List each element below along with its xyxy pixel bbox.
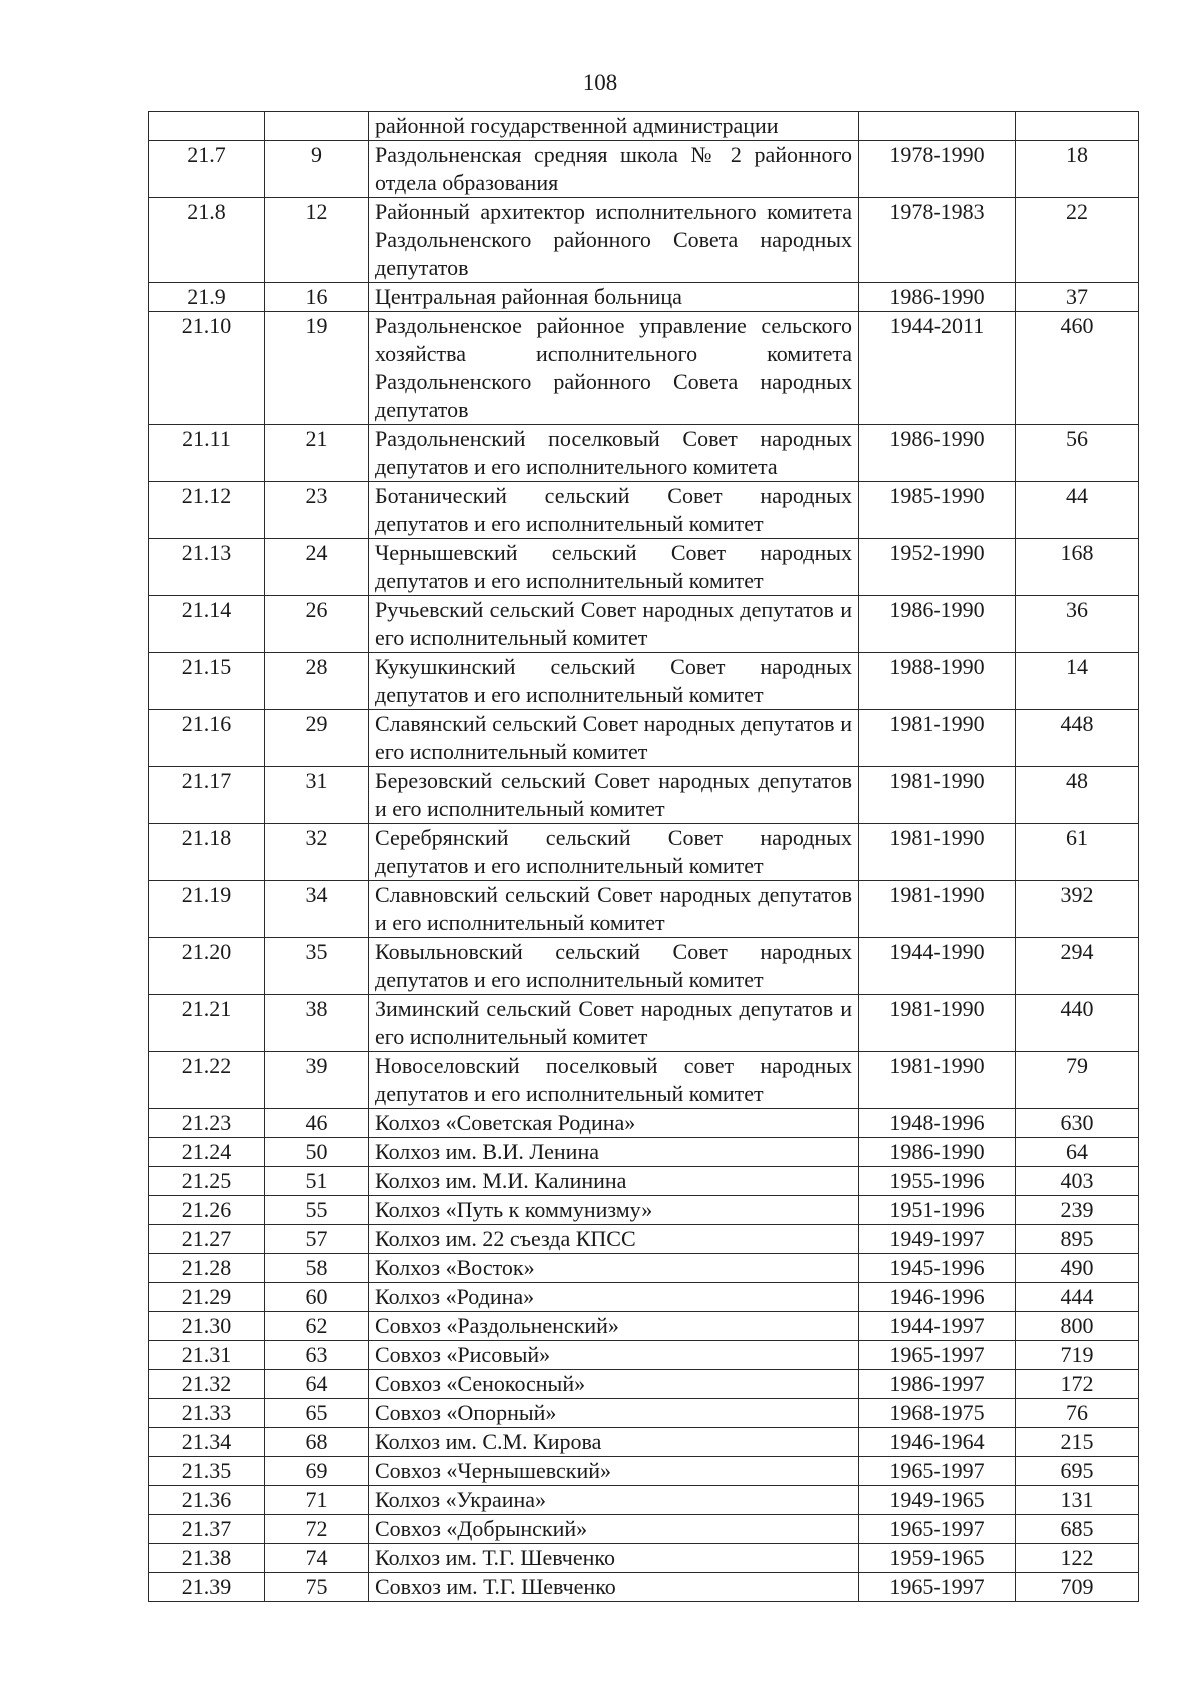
fund-name-cell: Колхоз им. С.М. Кирова <box>369 1428 859 1457</box>
file-count-cell: 695 <box>1016 1457 1139 1486</box>
table-row <box>149 1109 1139 1138</box>
date-range-cell: 1986-1997 <box>859 1370 1016 1399</box>
date-range-cell: 1965-1997 <box>859 1457 1016 1486</box>
file-count-cell: 444 <box>1016 1283 1139 1312</box>
row-number-cell: 21.21 <box>149 995 265 1052</box>
file-count-cell: 448 <box>1016 710 1139 767</box>
file-count-cell: 18 <box>1016 141 1139 198</box>
row-number-cell: 21.16 <box>149 710 265 767</box>
date-range-cell: 1986-1990 <box>859 425 1016 482</box>
table-row <box>149 1225 1139 1254</box>
fund-number-cell: 60 <box>265 1283 369 1312</box>
file-count-cell: 895 <box>1016 1225 1139 1254</box>
table-row <box>149 1486 1139 1515</box>
row-number-cell: 21.23 <box>149 1109 265 1138</box>
row-number-cell: 21.19 <box>149 881 265 938</box>
date-range-cell: 1968-1975 <box>859 1399 1016 1428</box>
fund-name-cell: Раздольненская средняя школа № 2 районного отдела образования <box>369 141 859 198</box>
fund-number-cell: 69 <box>265 1457 369 1486</box>
row-number-cell: 21.27 <box>149 1225 265 1254</box>
table-row <box>149 881 1139 938</box>
fund-number-cell: 23 <box>265 482 369 539</box>
file-count-cell: 56 <box>1016 425 1139 482</box>
row-number-cell: 21.9 <box>149 283 265 312</box>
fund-name-cell: Колхоз «Родина» <box>369 1283 859 1312</box>
row-number-cell: 21.22 <box>149 1052 265 1109</box>
file-count-cell: 61 <box>1016 824 1139 881</box>
row-number-cell: 21.38 <box>149 1544 265 1573</box>
file-count-cell: 37 <box>1016 283 1139 312</box>
file-count-cell: 44 <box>1016 482 1139 539</box>
fund-name-cell: Совхоз «Рисовый» <box>369 1341 859 1370</box>
fund-number-cell: 21 <box>265 425 369 482</box>
date-range-cell: 1986-1990 <box>859 283 1016 312</box>
date-range-cell: 1981-1990 <box>859 995 1016 1052</box>
table-row <box>149 141 1139 198</box>
row-number-cell: 21.12 <box>149 482 265 539</box>
table-row <box>149 1515 1139 1544</box>
table-row <box>149 1283 1139 1312</box>
file-count-cell: 709 <box>1016 1573 1139 1602</box>
table-row <box>149 1428 1139 1457</box>
table-row <box>149 995 1139 1052</box>
fund-name-cell: Раздольненское районное управление сельского хозяйства исполнительного комитета Раздольненского районного Совета народных депутатов <box>369 312 859 425</box>
table-row <box>149 112 1139 141</box>
file-count-cell: 168 <box>1016 539 1139 596</box>
date-range-cell: 1945-1996 <box>859 1254 1016 1283</box>
date-range-cell: 1955-1996 <box>859 1167 1016 1196</box>
fund-name-cell: Новоселовский поселковый совет народных депутатов и его исполнительный комитет <box>369 1052 859 1109</box>
row-number-cell: 21.36 <box>149 1486 265 1515</box>
table-row <box>149 1544 1139 1573</box>
file-count-cell: 64 <box>1016 1138 1139 1167</box>
table-row <box>149 938 1139 995</box>
row-number-cell: 21.10 <box>149 312 265 425</box>
fund-name-cell: Колхоз «Восток» <box>369 1254 859 1283</box>
fund-number-cell: 34 <box>265 881 369 938</box>
fund-name-cell: Районный архитектор исполнительного комитета Раздольненского районного Совета народных депутатов <box>369 198 859 283</box>
date-range-cell: 1951-1996 <box>859 1196 1016 1225</box>
fund-number-cell: 32 <box>265 824 369 881</box>
fund-number-cell: 62 <box>265 1312 369 1341</box>
date-range-cell: 1949-1997 <box>859 1225 1016 1254</box>
file-count-cell: 403 <box>1016 1167 1139 1196</box>
fund-name-cell: Совхоз «Чернышевский» <box>369 1457 859 1486</box>
fund-name-cell: Колхоз «Украина» <box>369 1486 859 1515</box>
row-number-cell: 21.28 <box>149 1254 265 1283</box>
file-count-cell: 48 <box>1016 767 1139 824</box>
table-row <box>149 596 1139 653</box>
row-number-cell: 21.31 <box>149 1341 265 1370</box>
date-range-cell: 1965-1997 <box>859 1341 1016 1370</box>
date-range-cell: 1959-1965 <box>859 1544 1016 1573</box>
row-number-cell: 21.32 <box>149 1370 265 1399</box>
fund-number-cell: 26 <box>265 596 369 653</box>
fund-number-cell: 55 <box>265 1196 369 1225</box>
fund-number-cell: 75 <box>265 1573 369 1602</box>
table-row <box>149 482 1139 539</box>
row-number-cell: 21.14 <box>149 596 265 653</box>
date-range-cell: 1944-1997 <box>859 1312 1016 1341</box>
fund-name-cell: Колхоз им. В.И. Ленина <box>369 1138 859 1167</box>
row-number-cell: 21.11 <box>149 425 265 482</box>
fund-name-cell: районной государственной администрации <box>369 112 859 141</box>
date-range-cell: 1981-1990 <box>859 710 1016 767</box>
date-range-cell: 1981-1990 <box>859 881 1016 938</box>
fund-number-cell: 31 <box>265 767 369 824</box>
file-count-cell: 440 <box>1016 995 1139 1052</box>
date-range-cell: 1948-1996 <box>859 1109 1016 1138</box>
fund-number-cell: 24 <box>265 539 369 596</box>
row-number-cell: 21.17 <box>149 767 265 824</box>
file-count-cell: 392 <box>1016 881 1139 938</box>
row-number-cell: 21.34 <box>149 1428 265 1457</box>
archive-fund-table <box>148 111 1139 1602</box>
row-number-cell: 21.8 <box>149 198 265 283</box>
row-number-cell: 21.18 <box>149 824 265 881</box>
file-count-cell: 239 <box>1016 1196 1139 1225</box>
row-number-cell: 21.7 <box>149 141 265 198</box>
date-range-cell: 1986-1990 <box>859 1138 1016 1167</box>
fund-number-cell: 50 <box>265 1138 369 1167</box>
date-range-cell: 1952-1990 <box>859 539 1016 596</box>
fund-number-cell: 38 <box>265 995 369 1052</box>
row-number-cell: 21.20 <box>149 938 265 995</box>
row-number-cell: 21.29 <box>149 1283 265 1312</box>
table-row <box>149 1341 1139 1370</box>
fund-name-cell: Славянский сельский Совет народных депутатов и его исполнительный комитет <box>369 710 859 767</box>
fund-name-cell: Раздольненский поселковый Совет народных депутатов и его исполнительного комитета <box>369 425 859 482</box>
file-count-cell: 460 <box>1016 312 1139 425</box>
file-count-cell: 36 <box>1016 596 1139 653</box>
table-row <box>149 1399 1139 1428</box>
fund-number-cell: 16 <box>265 283 369 312</box>
file-count-cell: 294 <box>1016 938 1139 995</box>
table-row <box>149 1138 1139 1167</box>
table-body <box>149 112 1139 1602</box>
fund-number-cell: 29 <box>265 710 369 767</box>
row-number-cell: 21.30 <box>149 1312 265 1341</box>
row-number-cell: 21.15 <box>149 653 265 710</box>
fund-number-cell: 51 <box>265 1167 369 1196</box>
file-count-cell <box>1016 112 1139 141</box>
row-number-cell: 21.24 <box>149 1138 265 1167</box>
fund-name-cell: Ковыльновский сельский Совет народных депутатов и его исполнительный комитет <box>369 938 859 995</box>
file-count-cell: 131 <box>1016 1486 1139 1515</box>
table-row <box>149 767 1139 824</box>
date-range-cell: 1946-1964 <box>859 1428 1016 1457</box>
fund-name-cell: Совхоз «Добрынский» <box>369 1515 859 1544</box>
fund-number-cell: 9 <box>265 141 369 198</box>
fund-name-cell: Славновский сельский Совет народных депутатов и его исполнительный комитет <box>369 881 859 938</box>
file-count-cell: 215 <box>1016 1428 1139 1457</box>
file-count-cell: 122 <box>1016 1544 1139 1573</box>
table-row <box>149 539 1139 596</box>
file-count-cell: 14 <box>1016 653 1139 710</box>
date-range-cell: 1965-1997 <box>859 1573 1016 1602</box>
file-count-cell: 630 <box>1016 1109 1139 1138</box>
fund-number-cell <box>265 112 369 141</box>
row-number-cell <box>149 112 265 141</box>
row-number-cell: 21.35 <box>149 1457 265 1486</box>
row-number-cell: 21.13 <box>149 539 265 596</box>
fund-name-cell: Центральная районная больница <box>369 283 859 312</box>
table-row <box>149 283 1139 312</box>
table-row <box>149 1254 1139 1283</box>
table-row <box>149 710 1139 767</box>
fund-number-cell: 64 <box>265 1370 369 1399</box>
fund-number-cell: 71 <box>265 1486 369 1515</box>
fund-number-cell: 46 <box>265 1109 369 1138</box>
fund-number-cell: 57 <box>265 1225 369 1254</box>
table-row <box>149 1052 1139 1109</box>
file-count-cell: 22 <box>1016 198 1139 283</box>
table-row <box>149 198 1139 283</box>
fund-name-cell: Колхоз «Советская Родина» <box>369 1109 859 1138</box>
fund-name-cell: Ботанический сельский Совет народных депутатов и его исполнительный комитет <box>369 482 859 539</box>
fund-name-cell: Зиминский сельский Совет народных депутатов и его исполнительный комитет <box>369 995 859 1052</box>
date-range-cell: 1946-1996 <box>859 1283 1016 1312</box>
file-count-cell: 172 <box>1016 1370 1139 1399</box>
date-range-cell <box>859 112 1016 141</box>
fund-name-cell: Совхоз им. Т.Г. Шевченко <box>369 1573 859 1602</box>
table-row <box>149 1312 1139 1341</box>
row-number-cell: 21.25 <box>149 1167 265 1196</box>
fund-name-cell: Кукушкинский сельский Совет народных депутатов и его исполнительный комитет <box>369 653 859 710</box>
fund-number-cell: 28 <box>265 653 369 710</box>
table-row <box>149 1370 1139 1399</box>
fund-name-cell: Совхоз «Опорный» <box>369 1399 859 1428</box>
fund-name-cell: Колхоз «Путь к коммунизму» <box>369 1196 859 1225</box>
file-count-cell: 685 <box>1016 1515 1139 1544</box>
date-range-cell: 1944-1990 <box>859 938 1016 995</box>
fund-number-cell: 12 <box>265 198 369 283</box>
date-range-cell: 1981-1990 <box>859 1052 1016 1109</box>
fund-name-cell: Чернышевский сельский Совет народных депутатов и его исполнительный комитет <box>369 539 859 596</box>
table-row <box>149 824 1139 881</box>
fund-name-cell: Березовский сельский Совет народных депутатов и его исполнительный комитет <box>369 767 859 824</box>
fund-number-cell: 35 <box>265 938 369 995</box>
row-number-cell: 21.33 <box>149 1399 265 1428</box>
fund-number-cell: 65 <box>265 1399 369 1428</box>
date-range-cell: 1978-1990 <box>859 141 1016 198</box>
row-number-cell: 21.39 <box>149 1573 265 1602</box>
fund-name-cell: Колхоз им. М.И. Калинина <box>369 1167 859 1196</box>
date-range-cell: 1981-1990 <box>859 767 1016 824</box>
table-row <box>149 1167 1139 1196</box>
date-range-cell: 1965-1997 <box>859 1515 1016 1544</box>
fund-number-cell: 58 <box>265 1254 369 1283</box>
fund-number-cell: 68 <box>265 1428 369 1457</box>
fund-number-cell: 63 <box>265 1341 369 1370</box>
table-row <box>149 425 1139 482</box>
page-number: 108 <box>582 70 618 95</box>
file-count-cell: 800 <box>1016 1312 1139 1341</box>
table-row <box>149 1573 1139 1602</box>
fund-number-cell: 72 <box>265 1515 369 1544</box>
date-range-cell: 1978-1983 <box>859 198 1016 283</box>
fund-name-cell: Серебрянский сельский Совет народных депутатов и его исполнительный комитет <box>369 824 859 881</box>
file-count-cell: 76 <box>1016 1399 1139 1428</box>
fund-name-cell: Совхоз «Сенокосный» <box>369 1370 859 1399</box>
fund-name-cell: Колхоз им. 22 съезда КПСС <box>369 1225 859 1254</box>
table-row <box>149 1196 1139 1225</box>
file-count-cell: 490 <box>1016 1254 1139 1283</box>
date-range-cell: 1949-1965 <box>859 1486 1016 1515</box>
file-count-cell: 719 <box>1016 1341 1139 1370</box>
date-range-cell: 1944-2011 <box>859 312 1016 425</box>
row-number-cell: 21.37 <box>149 1515 265 1544</box>
fund-name-cell: Совхоз «Раздольненский» <box>369 1312 859 1341</box>
fund-name-cell: Колхоз им. Т.Г. Шевченко <box>369 1544 859 1573</box>
fund-number-cell: 19 <box>265 312 369 425</box>
row-number-cell: 21.26 <box>149 1196 265 1225</box>
date-range-cell: 1986-1990 <box>859 596 1016 653</box>
file-count-cell: 79 <box>1016 1052 1139 1109</box>
table-row <box>149 1457 1139 1486</box>
fund-number-cell: 74 <box>265 1544 369 1573</box>
fund-name-cell: Ручьевский сельский Совет народных депутатов и его исполнительный комитет <box>369 596 859 653</box>
fund-number-cell: 39 <box>265 1052 369 1109</box>
date-range-cell: 1981-1990 <box>859 824 1016 881</box>
date-range-cell: 1985-1990 <box>859 482 1016 539</box>
table-row <box>149 653 1139 710</box>
table-row <box>149 312 1139 425</box>
date-range-cell: 1988-1990 <box>859 653 1016 710</box>
